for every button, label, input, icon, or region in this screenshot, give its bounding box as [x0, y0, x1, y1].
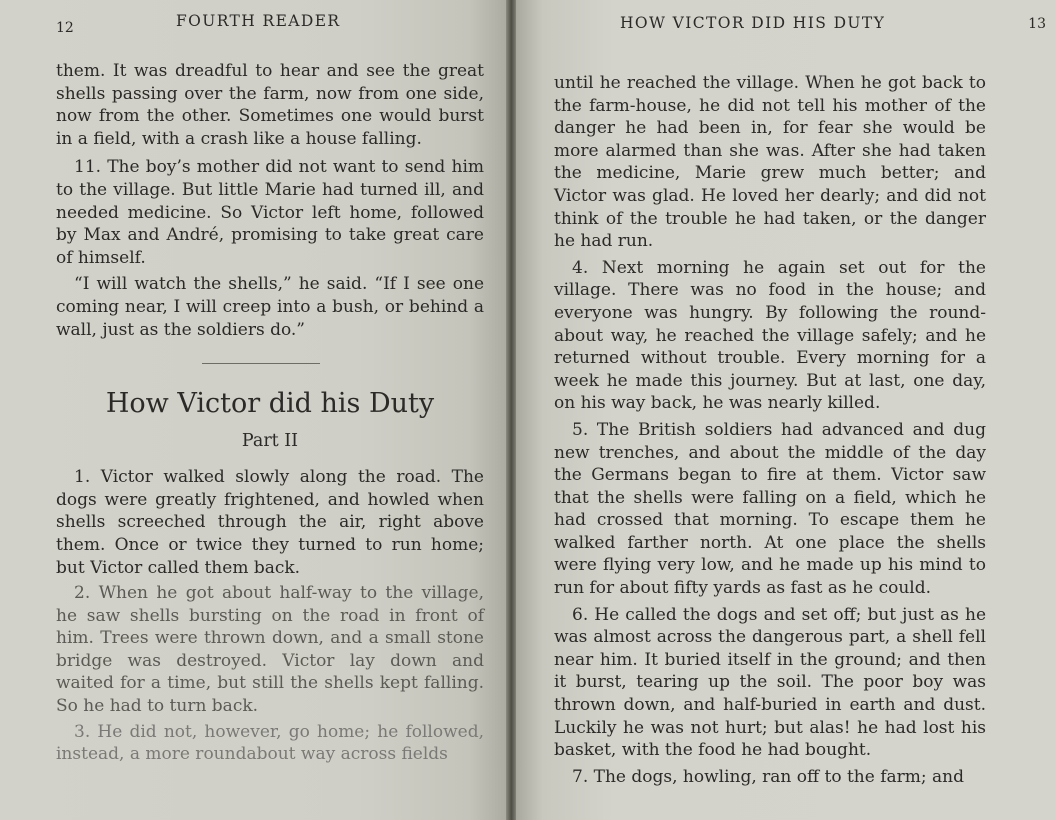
- right-page-header: [554, 12, 1046, 38]
- paragraph: until he reached the village. When he got back to the farm-house, he did not tell his mother of the danger he had been in, for fear she would be more alarmed than she was. After she had taken the medicine, Marie grew much better; and Victor was glad. He loved her dearly; and did not think of the trouble he had taken, or the danger he had run.: [554, 73, 986, 252]
- left-page-header: [56, 12, 484, 38]
- paragraph: 6. He called the dogs and set off; but just as he was almost across the dangerous part, a shell fell near him. It buried itself in the ground; and then it burst, tearing up the soil. The poor boy was thrown down, and half-buried in earth and dust. Luckily he was not hurt; but alas! he had lost his basket, with the food he had bought.: [554, 604, 986, 761]
- right-text: [554, 72, 986, 788]
- left-bottom-text: [56, 466, 484, 766]
- left-page: [0, 0, 510, 820]
- paragraph: 4. Next morning he again set out for the village. There was no food in the house; and everyone was hungry. By following the round-about way, he reached the village safely; and he returned without trouble. Every morning for a week he made this journey. But at last, one day, on his way back, he was nearly killed.: [554, 257, 986, 414]
- left-page-number: 12: [56, 20, 74, 36]
- paragraph: 7. The dogs, howling, ran off to the farm; and: [572, 766, 964, 787]
- right-running-head: HOW VICTOR DID HIS DUTY: [620, 14, 886, 32]
- paragraph: 3. He did not, however, go home; he followed, instead, a more roundabout way across fields: [56, 721, 484, 765]
- paragraph: them. It was dreadful to hear and see the great shells passing over the farm, now from one side, now from the other. Sometimes one would burst in a field, with a crash like a house falling.: [56, 61, 484, 149]
- paragraph: 1. Victor walked slowly along the road. The dogs were greatly frightened, and howled when shells screeched through the air, right above them. Once or twice they turned to run home; but Victor called them back.: [56, 467, 484, 578]
- right-page-number: 13: [1028, 16, 1046, 32]
- right-page: [516, 0, 1056, 820]
- paragraph: “I will watch the shells,” he said. “If I see one coming near, I will creep into a bush, or behind a wall, just as the soldiers do.”: [56, 274, 484, 340]
- chapter-title: How Victor did his Duty: [105, 388, 435, 420]
- left-top-text: [56, 60, 484, 341]
- paragraph: 5. The British soldiers had advanced and dug new trenches, and about the middle of the day the Germans began to fire at them. Victor saw that the shells were falling on a field, which he had crossed that morning. To escape them he walked farther north. At one place the shells were flying very low, and he made up his mind to run for about fifty yards as fast as he could.: [554, 419, 986, 599]
- chapter-part: Part II: [241, 431, 299, 452]
- left-running-head: FOURTH READER: [176, 12, 341, 30]
- paragraph: 11. The boy’s mother did not want to send him to the village. But little Marie had turned ill, and needed medicine. So Victor left home, followed by Max and André, promising to take great care of himself.: [56, 157, 484, 268]
- section-divider: [202, 363, 320, 364]
- paragraph: 2. When he got about half-way to the village, he saw shells bursting on the road in front of him. Trees were thrown down, and a small stone bridge was destroyed. Victor lay down and waited for a time, but still the shells kept falling. So he had to turn back.: [56, 583, 484, 717]
